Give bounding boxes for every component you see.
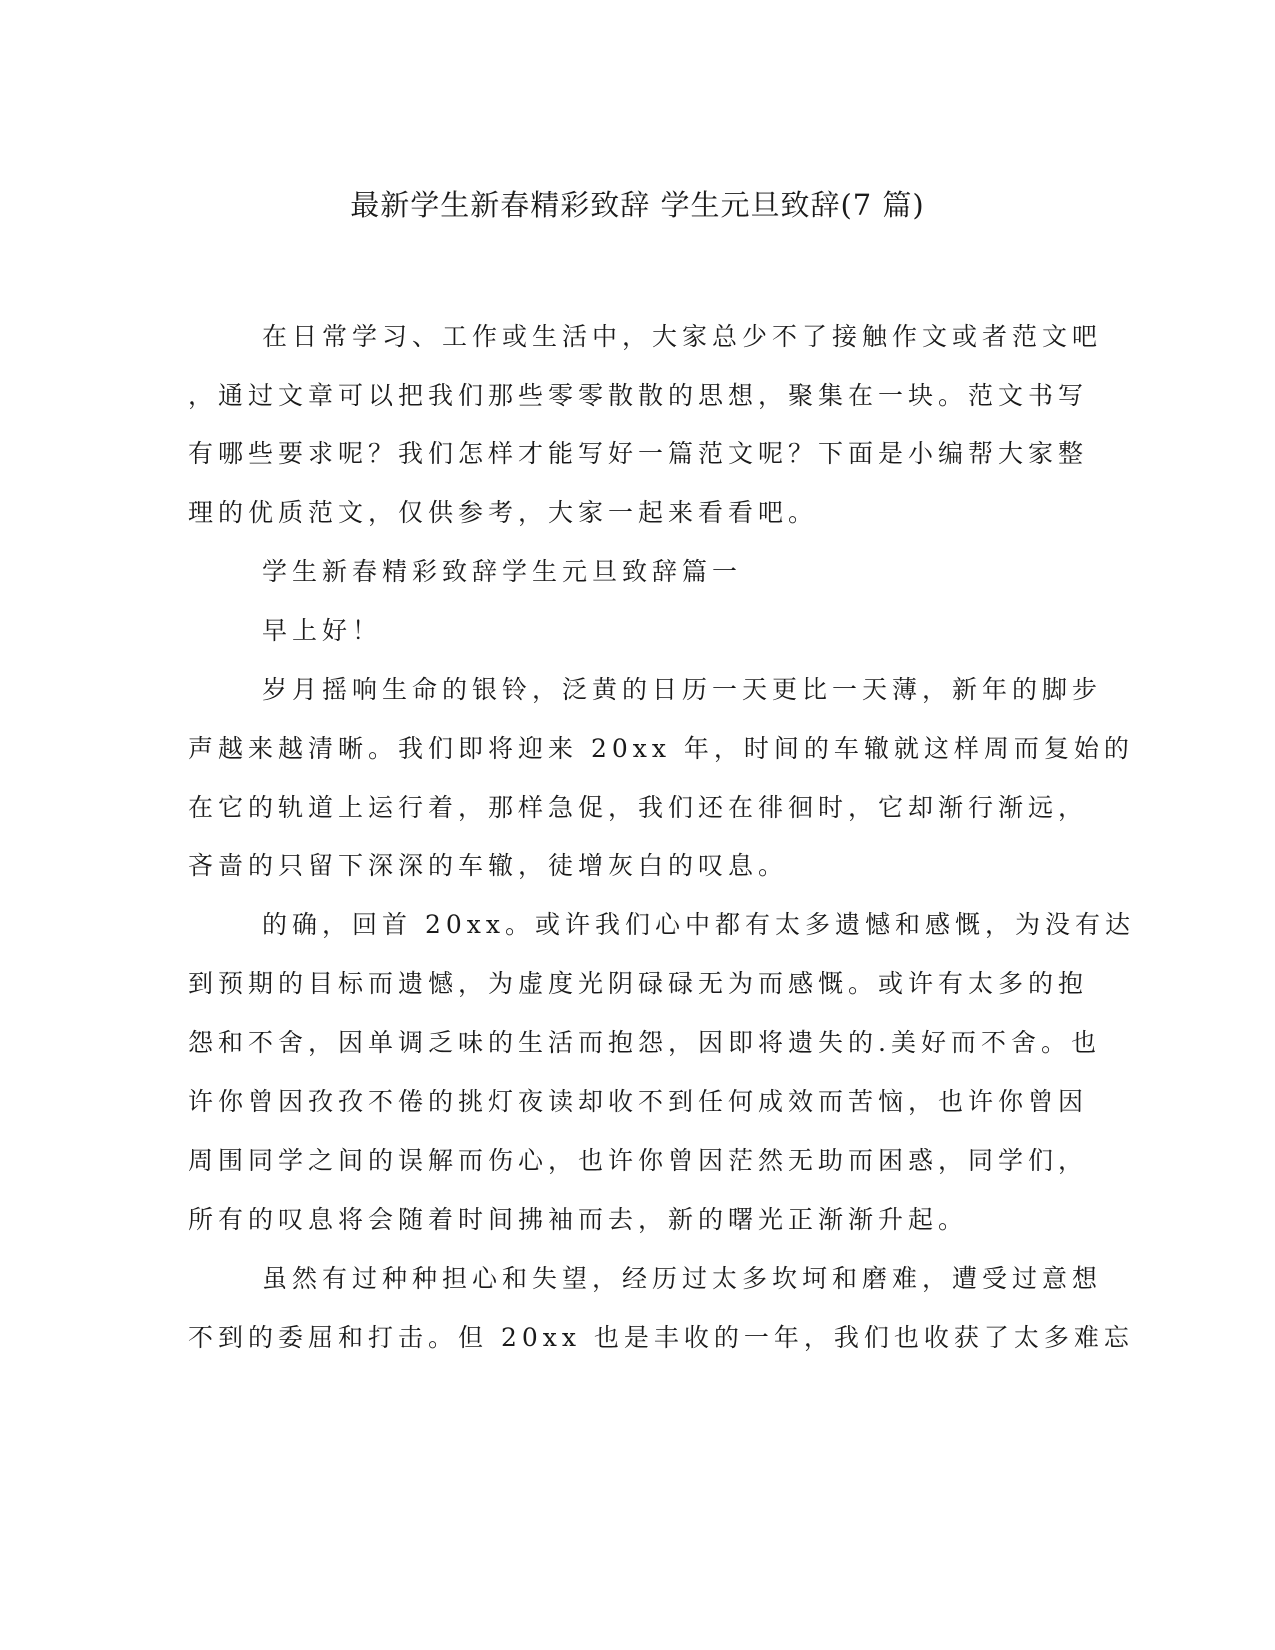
paragraph-line: 声越来越清晰。我们即将迎来 20xx 年，时间的车辙就这样周而复始的 bbox=[188, 734, 1134, 763]
paragraph-line: 到预期的目标而遗憾，为虚度光阴碌碌无为而感慨。或许有太多的抱 bbox=[188, 969, 1089, 998]
paragraph-line: 理的优质范文，仅供参考，大家一起来看看吧。 bbox=[188, 498, 819, 527]
greeting-line: 早上好！ bbox=[262, 616, 383, 645]
paragraph-line: ，通过文章可以把我们那些零零散散的思想，聚集在一块。范文书写 bbox=[188, 381, 1089, 410]
paragraph-line: 所有的叹息将会随着时间拂袖而去，新的曙光正渐渐升起。 bbox=[188, 1205, 969, 1234]
paragraph-line: 怨和不舍，因单调乏味的生活而抱怨，因即将遗失的.美好而不舍。也 bbox=[188, 1028, 1101, 1057]
paragraph-line: 岁月摇响生命的银铃，泛黄的日历一天更比一天薄，新年的脚步 bbox=[262, 675, 1103, 704]
section-heading: 学生新春精彩致辞学生元旦致辞篇一 bbox=[262, 557, 743, 586]
paragraph-line: 吝啬的只留下深深的车辙，徒增灰白的叹息。 bbox=[188, 851, 789, 880]
paragraph-line: 周围同学之间的误解而伤心，也许你曾因茫然无助而困惑，同学们， bbox=[188, 1146, 1089, 1175]
paragraph-line: 在它的轨道上运行着，那样急促，我们还在徘徊时，它却渐行渐远， bbox=[188, 793, 1089, 822]
paragraph-line: 虽然有过种种担心和失望，经历过太多坎坷和磨难，遭受过意想 bbox=[262, 1264, 1103, 1293]
paragraph-line: 在日常学习、工作或生活中，大家总少不了接触作文或者范文吧 bbox=[262, 322, 1103, 351]
paragraph-line: 许你曾因孜孜不倦的挑灯夜读却收不到任何成效而苦恼，也许你曾因 bbox=[188, 1087, 1089, 1116]
paragraph-line: 不到的委屈和打击。但 20xx 也是丰收的一年，我们也收获了太多难忘 bbox=[188, 1323, 1134, 1352]
document-title: 最新学生新春精彩致辞 学生元旦致辞(7 篇) bbox=[350, 188, 925, 222]
paragraph-line: 的确，回首 20xx。或许我们心中都有太多遗憾和感慨，为没有达 bbox=[262, 910, 1135, 939]
paragraph-line: 有哪些要求呢？我们怎样才能写好一篇范文呢？下面是小编帮大家整 bbox=[188, 439, 1089, 468]
